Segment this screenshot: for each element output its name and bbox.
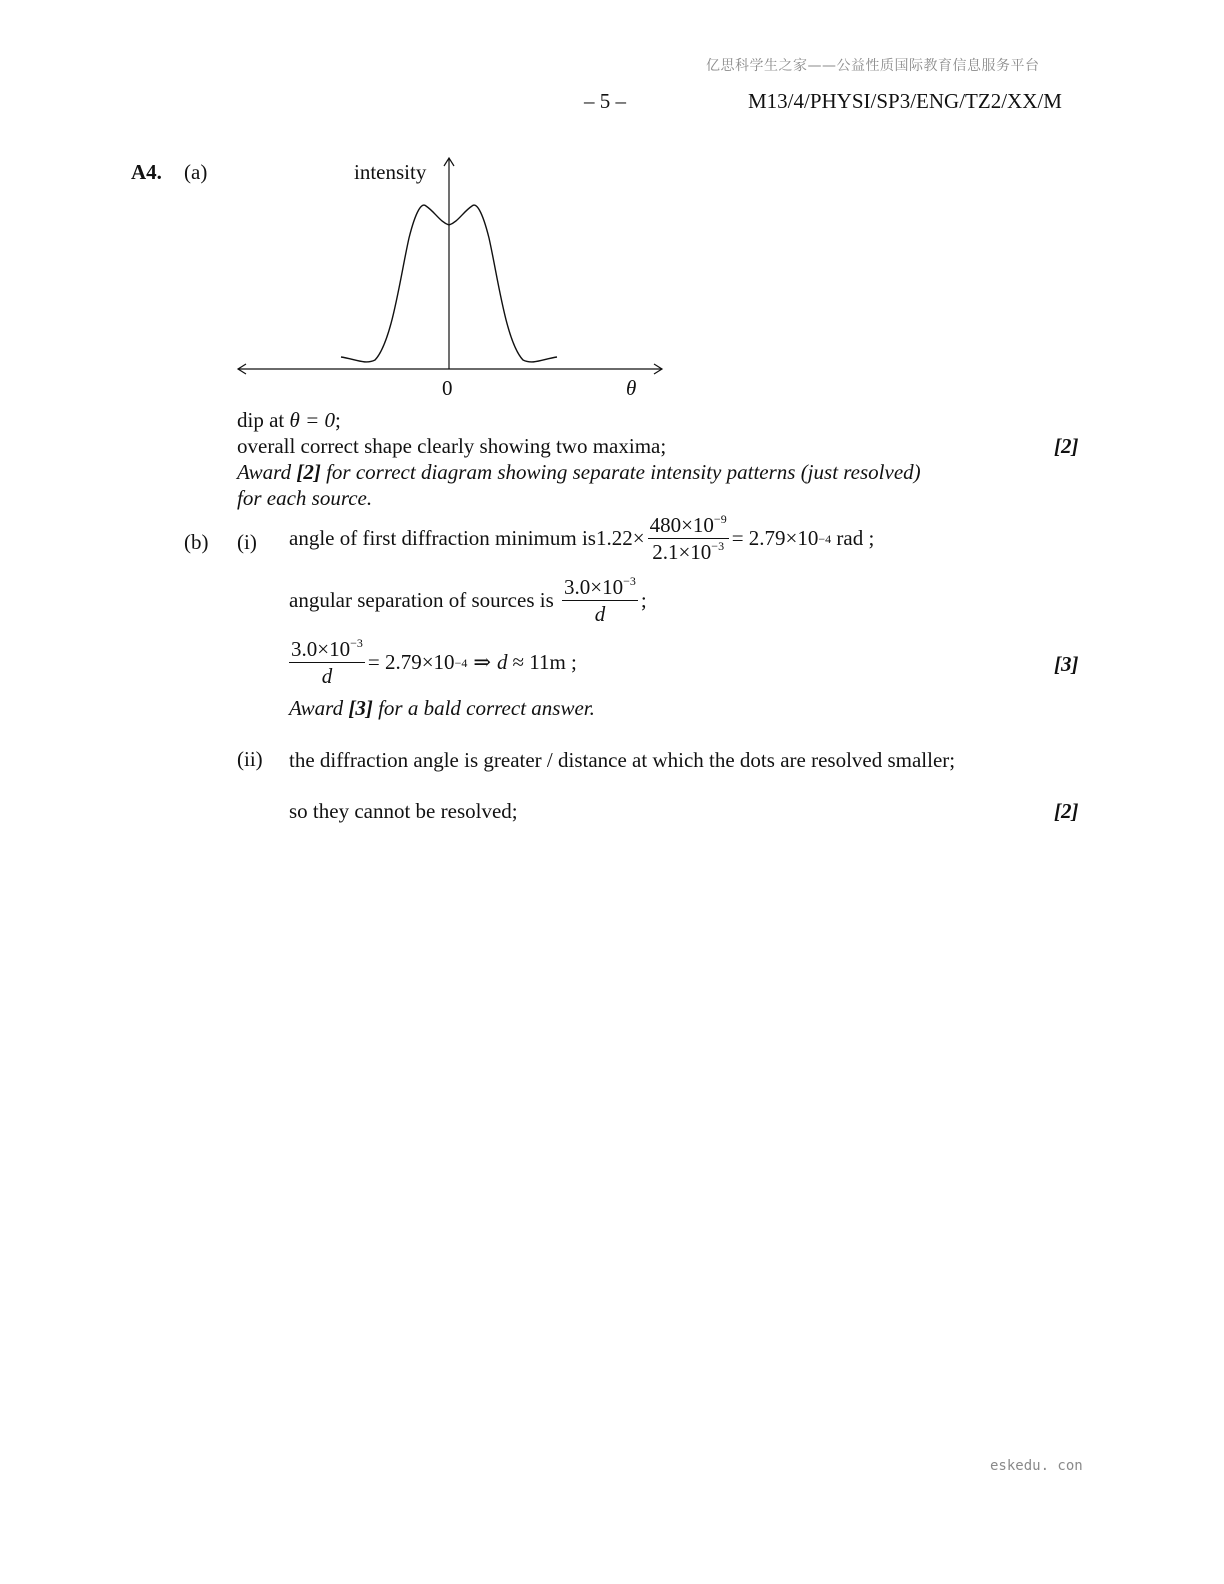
part-a-label: (a) — [184, 160, 208, 184]
b-i-line1-num: 480×10 — [649, 513, 714, 537]
graph-y-label: intensity — [354, 160, 427, 184]
b-i-line2-suffix: ; — [640, 588, 647, 613]
graph-origin-label: 0 — [442, 376, 453, 400]
part-b-ii-line2: so they cannot be resolved; — [289, 799, 518, 823]
award-marks: [2] — [296, 460, 321, 484]
b-i-award-text: for a bald correct answer. — [372, 696, 595, 720]
dip-suffix: ; — [335, 408, 341, 432]
distance-equation: $\frac{3.0\times 10^{-3}}{d}$ = 2.79×10 −4 ⇒ d ≈ 11m ; — [291, 636, 577, 689]
b-i-line1-coef: 1.22× — [595, 526, 645, 551]
b-i-line1-num-exp: −9 — [713, 512, 727, 526]
part-b-i-label: (i) — [237, 530, 257, 554]
part-a-marks: [2] — [1054, 434, 1079, 458]
b-i-line3-var: d — [496, 650, 508, 675]
b-i-line1-result: = 2.79×10 — [731, 526, 819, 551]
part-b-ii-marks: [2] — [1054, 799, 1079, 823]
award-text: for correct diagram showing separate intensity patterns (just resolved) — [320, 460, 921, 484]
b-i-line3-mid: = 2.79×10 — [367, 650, 455, 675]
shape-line: overall correct shape clearly showing two maxima; — [237, 434, 667, 458]
part-a-award-line1 — [237, 460, 921, 485]
part-b-i-award — [289, 696, 595, 721]
b-i-line1-den: 2.1×10 — [652, 540, 712, 565]
b-i-line2-fraction — [562, 574, 638, 628]
b-i-line1-fraction — [648, 512, 729, 566]
b-i-line2-den: d — [594, 602, 606, 627]
b-i-award-prefix: Award — [289, 696, 349, 720]
page-number: – 5 – — [584, 89, 626, 113]
part-b-i-marks: [3] — [1054, 652, 1079, 676]
part-b-ii-line1: the diffraction angle is greater / distance at which the dots are resolved smaller; — [289, 748, 956, 772]
dip-line — [237, 408, 341, 433]
part-a-award-line2: for each source. — [237, 486, 373, 510]
diffraction-minimum-equation: angle of first diffraction minimum is 1.22× $\frac{480\times 10^{-9}}{2.1\times 10^{-3}}$ = 2.79×10 −4 rad ; — [289, 512, 875, 565]
graph-x-label: θ — [626, 376, 637, 400]
implies-arrow: ⇒ — [473, 650, 491, 675]
award-prefix: Award — [237, 460, 297, 484]
dip-prefix: dip at — [237, 408, 290, 432]
b-i-award-marks: [3] — [348, 696, 373, 720]
b-i-line3-den: d — [321, 664, 333, 689]
watermark-top: 亿思科学生之家——公益性质国际教育信息服务平台 — [706, 58, 1040, 74]
b-i-line2-num-exp: −3 — [623, 574, 636, 588]
b-i-line2-text: angular separation of sources is — [289, 588, 559, 613]
b-i-line3-num-exp: −3 — [350, 636, 363, 650]
document-code: M13/4/PHYSI/SP3/ENG/TZ2/XX/M — [748, 89, 1062, 113]
part-b-ii-label: (ii) — [237, 747, 263, 771]
question-label: A4. — [131, 160, 162, 184]
b-i-line1-text: angle of first diffraction minimum is — [289, 526, 596, 551]
watermark-bottom: eskedu. con — [990, 1458, 1083, 1474]
b-i-line3-end: ≈ 11m ; — [512, 650, 577, 675]
b-i-line2-num: 3.0×10 — [564, 575, 624, 599]
angular-separation-equation — [289, 574, 647, 628]
part-b-label: (b) — [184, 530, 209, 554]
b-i-line1-unit: rad ; — [831, 526, 875, 551]
b-i-line3-fraction — [289, 636, 365, 690]
intensity-graph — [230, 150, 670, 410]
b-i-line3-num: 3.0×10 — [291, 637, 351, 661]
dip-math: θ = 0 — [289, 408, 335, 432]
b-i-line1-den-exp: −3 — [711, 539, 725, 554]
